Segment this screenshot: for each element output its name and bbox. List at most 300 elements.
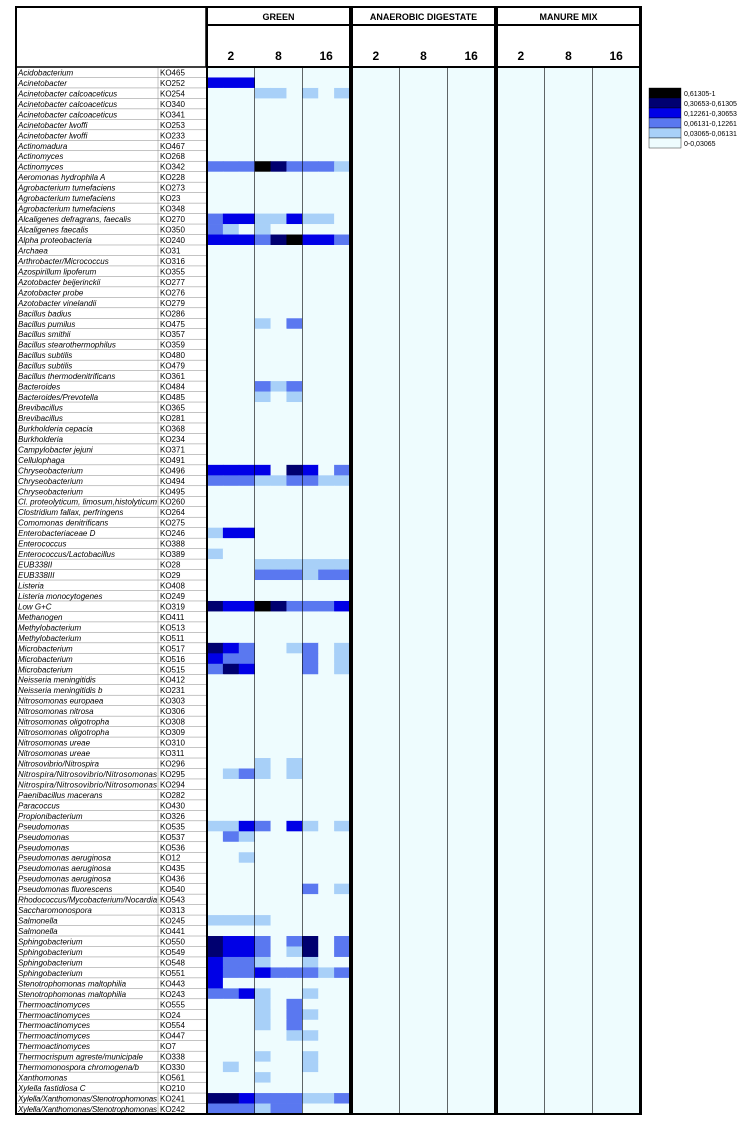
- heatmap-cell: [384, 821, 400, 832]
- heatmap-cell: [384, 999, 400, 1010]
- heatmap-cell: [561, 161, 577, 172]
- heatmap-cell: [384, 182, 400, 193]
- heatmap-cell: [529, 67, 545, 78]
- heatmap-cell: [207, 695, 223, 706]
- heatmap-cell: [334, 1030, 350, 1041]
- heatmap-cell: [271, 894, 287, 905]
- heatmap-cell: [416, 810, 432, 821]
- heatmap-cell: [592, 433, 608, 444]
- heatmap-cell: [384, 967, 400, 978]
- heatmap-cell: [545, 842, 561, 853]
- heatmap-cell: [318, 549, 334, 560]
- heatmap-cell: [384, 810, 400, 821]
- organism-label: Thermoactinomyces: [18, 1010, 91, 1020]
- heatmap-cell: [334, 559, 350, 570]
- heatmap-cell: [286, 360, 302, 371]
- heatmap-cell: [545, 1041, 561, 1052]
- heatmap-cell: [463, 915, 479, 926]
- heatmap-cell: [286, 978, 302, 989]
- heatmap-cell: [497, 727, 513, 738]
- heatmap-cell: [255, 789, 271, 800]
- heatmap-cell: [497, 611, 513, 622]
- heatmap-cell: [368, 517, 384, 528]
- heatmap-cell: [255, 601, 271, 612]
- heatmap-cell: [334, 926, 350, 937]
- heatmap-cell: [592, 413, 608, 424]
- heatmap-cell: [286, 413, 302, 424]
- heatmap-cell: [608, 402, 624, 413]
- organism-label: Alcaligenes faecalis: [18, 225, 89, 235]
- heatmap-cell: [624, 789, 640, 800]
- heatmap-cell: [416, 957, 432, 968]
- heatmap-cell: [576, 580, 592, 591]
- heatmap-cell: [561, 1009, 577, 1020]
- heatmap-cell: [255, 423, 271, 434]
- heatmap-cell: [545, 622, 561, 633]
- heatmap-cell: [576, 664, 592, 675]
- heatmap-cell: [318, 653, 334, 664]
- heatmap-cell: [576, 852, 592, 863]
- heatmap-cell: [592, 339, 608, 350]
- heatmap-cell: [513, 214, 529, 225]
- heatmap-cell: [255, 255, 271, 266]
- heatmap-cell: [223, 276, 239, 287]
- heatmap-cell: [513, 737, 529, 748]
- heatmap-cell: [318, 214, 334, 225]
- heatmap-cell: [529, 517, 545, 528]
- heatmap-cell: [271, 695, 287, 706]
- heatmap-cell: [608, 130, 624, 141]
- heatmap-cell: [561, 695, 577, 706]
- heatmap-cell: [400, 737, 416, 748]
- heatmap-cell: [561, 1051, 577, 1062]
- heatmap-cell: [318, 392, 334, 403]
- heatmap-cell: [318, 768, 334, 779]
- heatmap-cell: [463, 894, 479, 905]
- heatmap-cell: [400, 413, 416, 424]
- heatmap-cell: [400, 873, 416, 884]
- heatmap-cell: [400, 653, 416, 664]
- heatmap-cell: [318, 308, 334, 319]
- heatmap-cell: [334, 810, 350, 821]
- heatmap-cell: [352, 151, 368, 162]
- heatmap-cell: [255, 748, 271, 759]
- heatmap-cell: [447, 1020, 463, 1031]
- heatmap-cell: [255, 1030, 271, 1041]
- heatmap-cell: [447, 946, 463, 957]
- heatmap-cell: [207, 423, 223, 434]
- heatmap-cell: [255, 1072, 271, 1083]
- heatmap-cell: [447, 800, 463, 811]
- heatmap-cell: [302, 570, 318, 581]
- heatmap-cell: [479, 685, 495, 696]
- heatmap-cell: [545, 549, 561, 560]
- group-header-label: GREEN: [262, 12, 295, 22]
- legend-label: 0-0,03065: [684, 141, 716, 148]
- heatmap-cell: [592, 245, 608, 256]
- heatmap-cell: [561, 905, 577, 916]
- heatmap-cell: [271, 392, 287, 403]
- heatmap-cell: [302, 1093, 318, 1104]
- heatmap-cell: [624, 109, 640, 120]
- heatmap-cell: [334, 653, 350, 664]
- heatmap-cell: [463, 381, 479, 392]
- heatmap-cell: [368, 894, 384, 905]
- heatmap-cell: [431, 371, 447, 382]
- heatmap-cell: [529, 318, 545, 329]
- heatmap-cell: [368, 632, 384, 643]
- heatmap-cell: [255, 109, 271, 120]
- heatmap-cell: [271, 727, 287, 738]
- heatmap-cell: [592, 1104, 608, 1115]
- heatmap-cell: [255, 580, 271, 591]
- heatmap-cell: [479, 98, 495, 109]
- heatmap-cell: [286, 988, 302, 999]
- heatmap-cell: [463, 664, 479, 675]
- heatmap-cell: [318, 182, 334, 193]
- heatmap-cell: [416, 287, 432, 298]
- heatmap-cell: [302, 727, 318, 738]
- heatmap-cell: [608, 329, 624, 340]
- heatmap-cell: [384, 926, 400, 937]
- heatmap-cell: [239, 360, 255, 371]
- heatmap-cell: [592, 266, 608, 277]
- heatmap-cell: [255, 1083, 271, 1094]
- heatmap-cell: [318, 151, 334, 162]
- heatmap-cell: [576, 507, 592, 518]
- heatmap-cell: [384, 392, 400, 403]
- heatmap-cell: [513, 915, 529, 926]
- heatmap-cell: [400, 884, 416, 895]
- heatmap-cell: [334, 119, 350, 130]
- heatmap-cell: [479, 538, 495, 549]
- heatmap-cell: [513, 266, 529, 277]
- heatmap-cell: [592, 842, 608, 853]
- heatmap-cell: [479, 350, 495, 361]
- probe-label: KO430: [160, 801, 185, 811]
- heatmap-cell: [447, 884, 463, 895]
- heatmap-cell: [239, 831, 255, 842]
- heatmap-cell: [463, 214, 479, 225]
- heatmap-cell: [271, 433, 287, 444]
- heatmap-cell: [497, 77, 513, 88]
- heatmap-cell: [513, 88, 529, 99]
- heatmap-cell: [207, 255, 223, 266]
- heatmap-cell: [416, 685, 432, 696]
- organism-label: Propionibacterium: [18, 811, 83, 821]
- heatmap-cell: [497, 632, 513, 643]
- heatmap-cell: [368, 151, 384, 162]
- heatmap-cell: [576, 402, 592, 413]
- heatmap-cell: [368, 486, 384, 497]
- heatmap-cell: [302, 967, 318, 978]
- heatmap-cell: [624, 894, 640, 905]
- probe-label: KO309: [160, 728, 185, 738]
- heatmap-cell: [271, 559, 287, 570]
- heatmap-cell: [416, 926, 432, 937]
- heatmap-cell: [479, 978, 495, 989]
- heatmap-cell: [463, 350, 479, 361]
- heatmap-cell: [561, 486, 577, 497]
- heatmap-cell: [463, 318, 479, 329]
- heatmap-cell: [302, 276, 318, 287]
- heatmap-cell: [463, 967, 479, 978]
- heatmap-cell: [576, 643, 592, 654]
- heatmap-cell: [318, 276, 334, 287]
- heatmap-cell: [513, 685, 529, 696]
- heatmap-cell: [223, 538, 239, 549]
- probe-label: KO543: [160, 895, 185, 905]
- heatmap-cell: [561, 276, 577, 287]
- heatmap-cell: [545, 831, 561, 842]
- heatmap-cell: [624, 98, 640, 109]
- heatmap-cell: [400, 371, 416, 382]
- heatmap-cell: [529, 653, 545, 664]
- heatmap-cell: [384, 119, 400, 130]
- heatmap-cell: [352, 423, 368, 434]
- heatmap-cell: [302, 852, 318, 863]
- heatmap-cell: [529, 297, 545, 308]
- heatmap-cell: [384, 255, 400, 266]
- heatmap-cell: [255, 392, 271, 403]
- heatmap-cell: [207, 591, 223, 602]
- heatmap-cell: [318, 884, 334, 895]
- heatmap-cell: [561, 130, 577, 141]
- heatmap-cell: [497, 884, 513, 895]
- heatmap-cell: [479, 674, 495, 685]
- heatmap-cell: [368, 339, 384, 350]
- heatmap-cell: [416, 842, 432, 853]
- probe-label: KO540: [160, 885, 185, 895]
- heatmap-cell: [447, 779, 463, 790]
- probe-label: KO496: [160, 466, 185, 476]
- heatmap-cell: [513, 433, 529, 444]
- heatmap-cell: [255, 1009, 271, 1020]
- heatmap-cell: [561, 109, 577, 120]
- heatmap-cell: [223, 800, 239, 811]
- heatmap-cell: [255, 800, 271, 811]
- heatmap-cell: [592, 454, 608, 465]
- heatmap-cell: [497, 98, 513, 109]
- heatmap-cell: [223, 601, 239, 612]
- heatmap-cell: [416, 433, 432, 444]
- heatmap-cell: [447, 172, 463, 183]
- heatmap-cell: [608, 748, 624, 759]
- heatmap-cell: [447, 1051, 463, 1062]
- heatmap-cell: [545, 297, 561, 308]
- heatmap-cell: [624, 507, 640, 518]
- heatmap-cell: [545, 1104, 561, 1115]
- heatmap-cell: [608, 151, 624, 162]
- heatmap-cell: [592, 528, 608, 539]
- probe-label: KO411: [160, 612, 185, 622]
- heatmap-cell: [207, 214, 223, 225]
- heatmap-cell: [318, 685, 334, 696]
- heatmap-cell: [352, 936, 368, 947]
- heatmap-cell: [318, 664, 334, 675]
- heatmap-cell: [431, 203, 447, 214]
- heatmap-cell: [416, 946, 432, 957]
- heatmap-cell: [545, 1030, 561, 1041]
- heatmap-cell: [416, 999, 432, 1010]
- heatmap-cell: [239, 1104, 255, 1115]
- heatmap-cell: [513, 1030, 529, 1041]
- heatmap-cell: [223, 266, 239, 277]
- heatmap-cell: [608, 926, 624, 937]
- heatmap-cell: [352, 381, 368, 392]
- heatmap-cell: [576, 444, 592, 455]
- heatmap-cell: [479, 109, 495, 120]
- heatmap-cell: [463, 737, 479, 748]
- heatmap-cell: [529, 999, 545, 1010]
- heatmap-cell: [576, 706, 592, 717]
- heatmap-cell: [431, 695, 447, 706]
- heatmap-cell: [400, 685, 416, 696]
- heatmap-cell: [207, 413, 223, 424]
- heatmap-cell: [416, 643, 432, 654]
- heatmap-cell: [416, 161, 432, 172]
- heatmap-cell: [318, 255, 334, 266]
- heatmap-cell: [400, 894, 416, 905]
- organism-label: Xylella/Xanthomonas/Stenotrophomonas: [18, 1105, 157, 1114]
- heatmap-cell: [561, 339, 577, 350]
- heatmap-cell: [239, 88, 255, 99]
- heatmap-cell: [576, 905, 592, 916]
- heatmap-cell: [223, 161, 239, 172]
- heatmap-cell: [497, 988, 513, 999]
- heatmap-cell: [463, 172, 479, 183]
- heatmap-cell: [513, 758, 529, 769]
- heatmap-cell: [529, 622, 545, 633]
- heatmap-cell: [608, 884, 624, 895]
- heatmap-cell: [352, 496, 368, 507]
- heatmap-cell: [368, 926, 384, 937]
- heatmap-cell: [431, 810, 447, 821]
- heatmap-cell: [400, 182, 416, 193]
- heatmap-cell: [255, 287, 271, 298]
- heatmap-cell: [608, 392, 624, 403]
- heatmap-cell: [302, 810, 318, 821]
- heatmap-cell: [368, 67, 384, 78]
- heatmap-cell: [561, 496, 577, 507]
- heatmap-cell: [561, 475, 577, 486]
- heatmap-cell: [608, 727, 624, 738]
- heatmap-cell: [431, 423, 447, 434]
- heatmap-cell: [384, 800, 400, 811]
- heatmap-cell: [497, 486, 513, 497]
- heatmap-cell: [384, 779, 400, 790]
- heatmap-cell: [463, 611, 479, 622]
- heatmap-cell: [624, 140, 640, 151]
- heatmap-cell: [431, 517, 447, 528]
- heatmap-cell: [545, 287, 561, 298]
- heatmap-cell: [529, 140, 545, 151]
- heatmap-cell: [255, 967, 271, 978]
- heatmap-cell: [513, 810, 529, 821]
- heatmap-cell: [561, 214, 577, 225]
- heatmap-cell: [352, 161, 368, 172]
- heatmap-cell: [255, 1093, 271, 1104]
- heatmap-cell: [239, 413, 255, 424]
- heatmap-cell: [207, 706, 223, 717]
- heatmap-cell: [447, 444, 463, 455]
- heatmap-cell: [479, 1041, 495, 1052]
- heatmap-cell: [271, 266, 287, 277]
- organism-label: Listeria: [18, 581, 44, 591]
- heatmap-cell: [223, 999, 239, 1010]
- heatmap-cell: [624, 350, 640, 361]
- heatmap-cell: [286, 789, 302, 800]
- heatmap-cell: [545, 77, 561, 88]
- heatmap-cell: [608, 611, 624, 622]
- heatmap-cell: [529, 800, 545, 811]
- heatmap-cell: [463, 1062, 479, 1073]
- heatmap-cell: [271, 1104, 287, 1115]
- heatmap-cell: [334, 255, 350, 266]
- heatmap-cell: [592, 1030, 608, 1041]
- heatmap-cell: [463, 999, 479, 1010]
- organism-label: Listeria monocytogenes: [18, 591, 103, 601]
- heatmap-cell: [368, 1104, 384, 1115]
- heatmap-cell: [400, 517, 416, 528]
- organism-label: Methylobacterium: [18, 623, 82, 633]
- heatmap-cell: [318, 454, 334, 465]
- heatmap-cell: [318, 465, 334, 476]
- heatmap-cell: [223, 151, 239, 162]
- heatmap-cell: [479, 276, 495, 287]
- heatmap-cell: [207, 559, 223, 570]
- heatmap-cell: [255, 193, 271, 204]
- heatmap-cell: [513, 486, 529, 497]
- heatmap-cell: [239, 528, 255, 539]
- heatmap-cell: [239, 580, 255, 591]
- heatmap-cell: [286, 245, 302, 256]
- probe-label: KO252: [160, 78, 185, 88]
- organism-label: Sphingobacterium: [18, 958, 83, 968]
- probe-label: KO408: [160, 581, 185, 591]
- heatmap-cell: [255, 622, 271, 633]
- heatmap-cell: [463, 392, 479, 403]
- heatmap-cell: [286, 350, 302, 361]
- heatmap-cell: [255, 978, 271, 989]
- probe-label: KO233: [160, 131, 185, 141]
- heatmap-cell: [608, 768, 624, 779]
- heatmap-cell: [431, 507, 447, 518]
- heatmap-cell: [223, 915, 239, 926]
- heatmap-cell: [384, 140, 400, 151]
- heatmap-cell: [368, 884, 384, 895]
- heatmap-cell: [576, 1041, 592, 1052]
- heatmap-cell: [255, 297, 271, 308]
- heatmap-cell: [255, 591, 271, 602]
- heatmap-cell: [318, 517, 334, 528]
- heatmap-cell: [624, 611, 640, 622]
- heatmap-cell: [608, 507, 624, 518]
- heatmap-cell: [318, 894, 334, 905]
- heatmap-cell: [545, 706, 561, 717]
- heatmap-cell: [255, 810, 271, 821]
- heatmap-cell: [416, 695, 432, 706]
- organism-label: Acinetobacter lwoffi: [18, 131, 88, 141]
- heatmap-cell: [271, 852, 287, 863]
- organism-label: Burkholderia cepacia: [18, 424, 93, 434]
- heatmap-cell: [624, 716, 640, 727]
- heatmap-cell: [447, 454, 463, 465]
- heatmap-cell: [271, 915, 287, 926]
- heatmap-cell: [334, 360, 350, 371]
- heatmap-cell: [447, 245, 463, 256]
- heatmap-cell: [545, 193, 561, 204]
